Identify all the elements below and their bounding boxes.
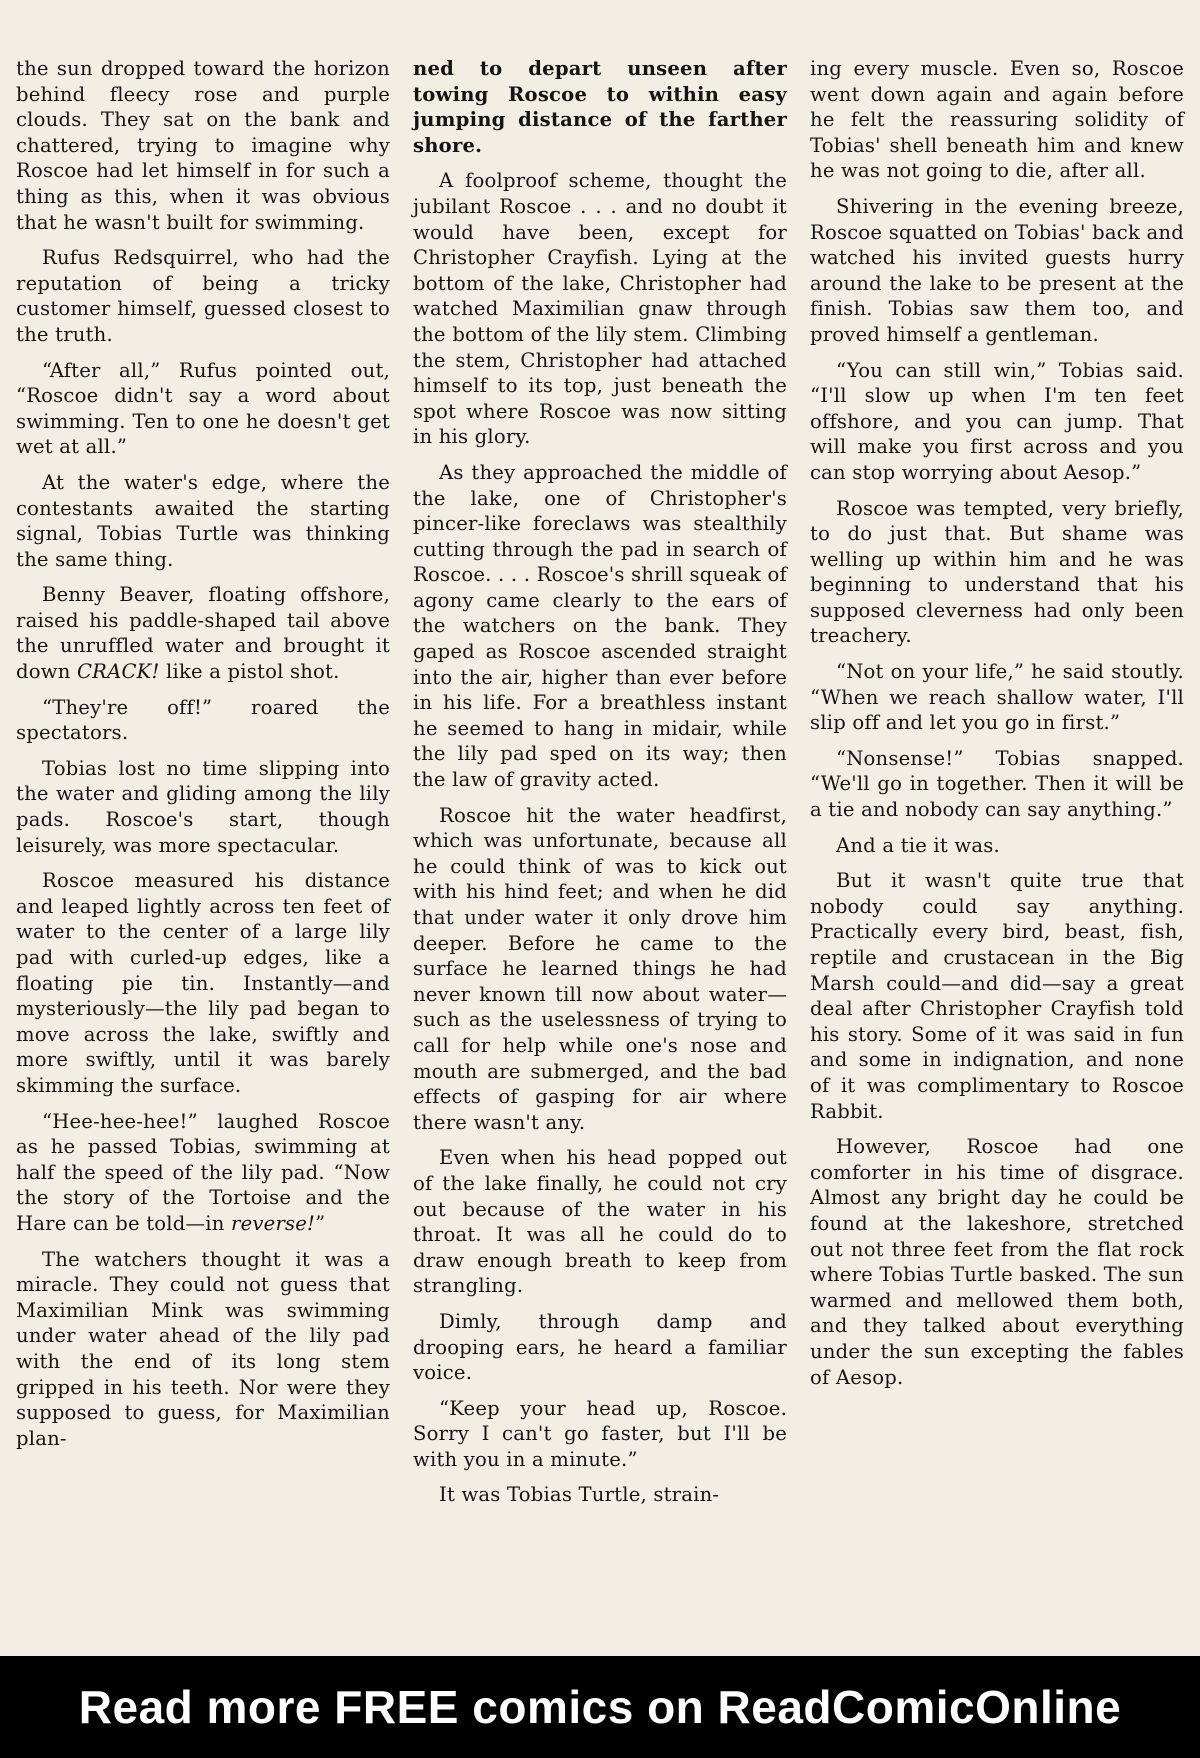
promo-banner-text: Read more FREE comics on ReadComicOnline bbox=[78, 1681, 1122, 1733]
paragraph: A foolproof scheme, thought the jubilant Roscoe . . . and no doubt it would have been, except for Christopher Crayfish. Lying at the bottom of the lake, Christopher had watched Maximilian gnaw through the bottom of the lily stem. Climbing the stem, Christopher had attached himself to its top, just beneath the spot where Roscoe was now sitting in his glory. bbox=[413, 169, 787, 449]
paragraph: “They're off!” roared the spectators. bbox=[16, 695, 390, 745]
paragraph: It was Tobias Turtle, strain- bbox=[439, 1483, 720, 1507]
column-3 bbox=[810, 56, 1184, 1640]
column-1 bbox=[16, 56, 390, 1640]
paragraph: Tobias lost no time slipping into the water and gliding among the lily pads. Roscoe's start, though leisurely, was more spectacular. bbox=[16, 756, 390, 857]
paragraph: ing every muscle. Even so, Roscoe went down again and again before he felt the reassuring solidity of Tobias' shell beneath him and knew he was not going to die, after all. bbox=[810, 57, 1184, 183]
paragraph: However, Roscoe had one comforter in his time of disgrace. Almost any bright day he could be found at the lakeshore, stretched out not three feet from the flat rock where Tobias Turtle basked. The sun warmed and mellowed them both, and they talked about everything under the sun excepting the fables of Aesop. bbox=[810, 1135, 1184, 1389]
paragraph: ned to depart unseen after towing Roscoe to within easy jumping distance of the farther shore. bbox=[413, 57, 787, 157]
paragraph: Roscoe measured his distance and leaped lightly across ten feet of water to the center of a large lily pad with curled-up edges, like a floating pie tin. Instantly—and mysteriously—the lily pad began to move across the lake, swiftly and more swiftly, until it was barely skimming the surface. bbox=[16, 869, 390, 1097]
text-columns bbox=[16, 56, 1184, 1640]
paragraph: “Not on your life,” he said stoutly. “When we reach shallow water, I'll slip off and let you go in first.” bbox=[810, 660, 1184, 735]
paragraph: Dimly, through damp and drooping ears, he heard a familiar voice. bbox=[413, 1309, 787, 1385]
paragraph: The watchers thought it was a miracle. They could not guess that Maximilian Mink was swimming under water ahead of the lily pad with the end of its long stem gripped in his teeth. Nor were they supposed to guess, for Maximilian plan- bbox=[16, 1247, 390, 1450]
promo-banner[interactable] bbox=[0, 1656, 1200, 1758]
paragraph: “You can still win,” Tobias said. “I'll slow up when I'm ten feet offshore, and you can jump. That will make you first across and you can stop worrying about Aesop.” bbox=[810, 358, 1184, 484]
paragraph: “Keep your head up, Roscoe. Sorry I can't go faster, but I'll be with you in a minute.” bbox=[413, 1396, 787, 1471]
paragraph: And a tie it was. bbox=[836, 833, 1000, 857]
paragraph: “Nonsense!” Tobias snapped. “We'll go in together. Then it will be a tie and nobody can say anything.” bbox=[810, 746, 1184, 822]
paragraph: Benny Beaver, floating offshore, raised his paddle-shaped tail above the unruffled water and brought it down CRACK! like a pistol shot. bbox=[16, 583, 390, 684]
paragraph: Rufus Redsquirrel, who had the reputation of being a tricky customer himself, guessed closest to the truth. bbox=[16, 246, 390, 346]
paragraph: Shivering in the evening breeze, Roscoe squatted on Tobias' back and watched his invited guests hurry around the lake to be present at the finish. Tobias saw them too, and proved himself a gentleman. bbox=[810, 194, 1184, 346]
paragraph: the sun dropped toward the horizon behind fleecy rose and purple clouds. They sat on the bank and chattered, trying to imagine why Roscoe had let himself in for such a thing as this, when it was obvious that he wasn't built for swimming. bbox=[16, 57, 390, 234]
paragraph: Roscoe was tempted, very briefly, to do just that. But shame was welling up within him and he was beginning to understand that his supposed cleverness had only been treachery. bbox=[810, 496, 1184, 648]
paragraph: At the water's edge, where the contestants awaited the starting signal, Tobias Turtle was thinking the same thing. bbox=[16, 470, 390, 571]
paragraph: Roscoe hit the water headfirst, which was unfortunate, because all he could think of was to kick out with his hind feet; and when he did that under water it only drove him deeper. Before he came to the surface he learned things he had never known till now about water—such as the uselessness of trying to call for help while one's nose and mouth are submerged, and the bad effects of gasping for air where there wasn't any. bbox=[413, 803, 787, 1134]
column-2 bbox=[413, 56, 787, 1640]
paragraph: “After all,” Rufus pointed out, “Roscoe didn't say a word about swimming. Ten to one he doesn't get wet at all.” bbox=[16, 358, 390, 459]
paragraph: As they approached the middle of the lake, one of Christopher's pincer-like foreclaws was stealthily cutting through the pad in search of Roscoe. . . . Roscoe's shrill squeak of agony came clearly to the ears of the watchers on the bank. They gaped as Roscoe ascended straight into the air, higher than ever before in his life. For a breathless instant he seemed to hang in midair, while the lily pad sped on its way; then the law of gravity acted. bbox=[413, 460, 787, 792]
paragraph: Even when his head popped out of the lake finally, he could not cry out because of the water in his throat. It was all he could do to draw enough breath to keep from strangling. bbox=[413, 1146, 787, 1298]
paragraph: “Hee-hee-hee!” laughed Roscoe as he passed Tobias, swimming at half the speed of the lily pad. “Now the story of the Tortoise and the Hare can be told—in reverse!” bbox=[16, 1109, 390, 1235]
paragraph: But it wasn't quite true that nobody could say anything. Practically every bird, beast, fish, reptile and crustacean in the Big Marsh could—and did—say a great deal after Christopher Crayfish told his story. Some of it was said in fun and some in indignation, and none of it was complimentary to Roscoe Rabbit. bbox=[810, 869, 1184, 1123]
